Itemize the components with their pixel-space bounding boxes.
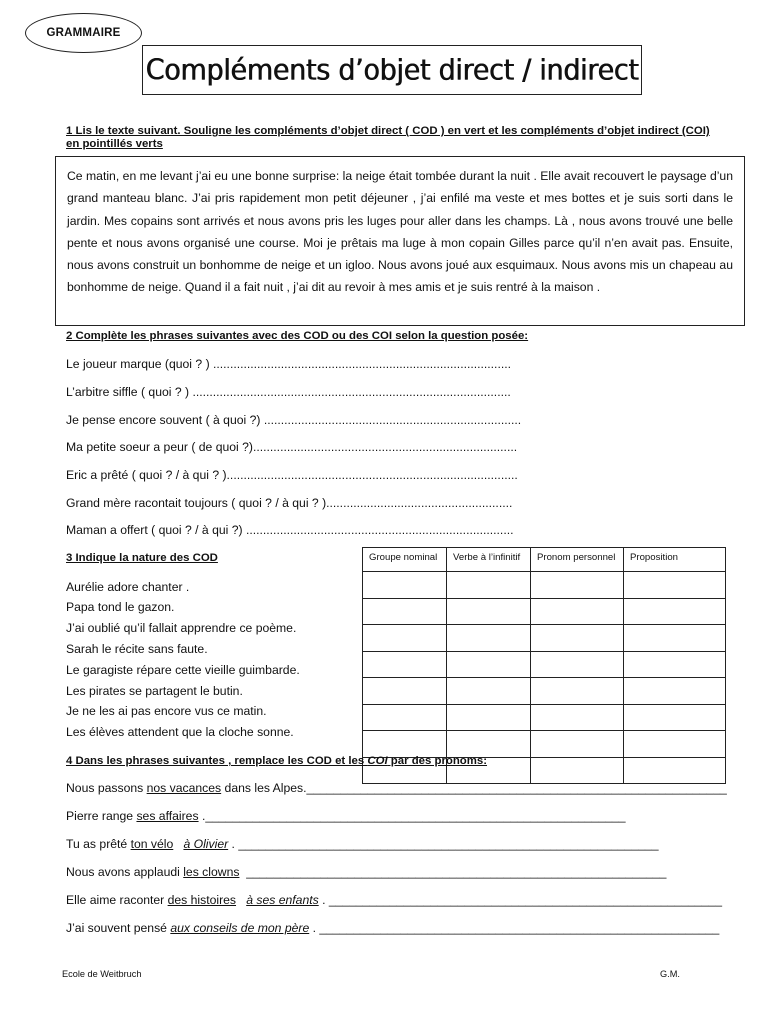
exercise-1-text-box — [55, 156, 745, 326]
item-answer-line[interactable]: . ______________________________________________________________ — [228, 837, 659, 851]
exercise-1-text: Ce matin, en me levant j’ai eu une bonne surprise: la neige était tombée durant la nuit . Elle avait recouvert le paysage d’un grand manteau blanc. J’ai pris rapidement mon petit déjeuner , j’ai enfilé ma veste et mes bottes et je suis sorti dans le jardin. Mes copains sont arrivés et nous avons pris les luges pour aller dans les champs. Là , nous avons trouvé une belle pente et nous avons organisé une course. Moi je prêtais ma luge à mon copain Gilles parce qu’il n’en avait pas. Ensuite, nous avons construit un bonhomme de neige et un igloo. Nous avons joué aux esquimaux. Nous avons mis un chapeau au bonhomme de neige. Quand il a fait nuit , j’ai dit au revoir à mes amis et je suis rentré à la maison . — [67, 169, 733, 295]
table-cell[interactable] — [447, 572, 531, 599]
table-row — [363, 625, 726, 652]
exercise-1-instruction — [66, 125, 726, 151]
table-row — [363, 731, 726, 758]
column-header: Proposition — [624, 548, 726, 572]
table-cell[interactable] — [531, 598, 624, 625]
exercise-4-item[interactable] — [66, 921, 719, 935]
exercise-3-sentence: Les élèves attendent que la cloche sonne. — [66, 725, 294, 739]
exercise-2-line[interactable]: Eric a prêté ( quoi ? / à qui ? )...................................................................................... — [66, 468, 518, 482]
item-spacer — [173, 837, 183, 851]
exercise-3-sentence: Le garagiste répare cette vieille guimbarde. — [66, 663, 300, 677]
instruction-part: par des pronoms: — [387, 755, 488, 767]
table-cell[interactable] — [531, 625, 624, 652]
table-cell[interactable] — [447, 625, 531, 652]
item-text: Elle aime raconter — [66, 893, 168, 907]
table-cell[interactable] — [447, 678, 531, 705]
exercise-3-sentence: Aurélie adore chanter . — [66, 580, 190, 594]
item-spacer — [236, 893, 246, 907]
exercise-2-line[interactable]: Grand mère racontait toujours ( quoi ? / à qui ? )....................................................... — [66, 496, 513, 510]
exercise-2-instruction-text: 2 Complète les phrases suivantes avec des COD ou des COI selon la question posée: — [66, 330, 529, 342]
table-row — [363, 678, 726, 705]
exercise-4-item[interactable] — [66, 865, 666, 879]
item-cod: ses affaires — [136, 809, 199, 823]
table-row — [363, 598, 726, 625]
item-answer-line[interactable]: .______________________________________________________________ — [198, 809, 626, 823]
table-cell[interactable] — [531, 651, 624, 678]
table-row — [363, 572, 726, 599]
item-coi: à ses enfants — [246, 893, 319, 907]
exercise-2-line[interactable]: Le joueur marque (quoi ? ) ........................................................................................ — [66, 357, 511, 371]
table-cell[interactable] — [363, 731, 447, 758]
footer-school: Ecole de Weitbruch — [62, 969, 142, 979]
exercise-3-sentence: J’ai oublié qu’il fallait apprendre ce poème. — [66, 621, 297, 635]
exercise-2-line[interactable]: L’arbitre siffle ( quoi ? ) .............................................................................................. — [66, 385, 511, 399]
table-cell[interactable] — [531, 572, 624, 599]
title-box — [142, 45, 642, 95]
table-cell[interactable] — [624, 625, 726, 652]
exercise-4-item[interactable] — [66, 781, 727, 795]
item-cod: ton vélo — [130, 837, 174, 851]
item-text: J’ai souvent pensé — [66, 921, 171, 935]
item-text: Nous passons — [66, 781, 147, 795]
exercise-4-instruction-text — [66, 755, 487, 767]
table-cell[interactable] — [447, 651, 531, 678]
exercise-2-line[interactable]: Maman a offert ( quoi ? / à qui ?) ............................................................................... — [66, 523, 514, 537]
instruction-coi: COI — [367, 755, 388, 767]
table-cell[interactable] — [624, 757, 726, 784]
item-answer-line[interactable]: ______________________________________________________________ — [239, 865, 667, 879]
table-cell[interactable] — [363, 678, 447, 705]
table-cell[interactable] — [531, 757, 624, 784]
table-cell[interactable] — [624, 704, 726, 731]
item-cod: les clowns — [183, 865, 240, 879]
exercise-1-instruction-text: 1 Lis le texte suivant. Souligne les compléments d’objet direct ( COD ) en vert et les compléments d’objet indirect (COI) en pointillés verts — [66, 125, 710, 150]
column-header: Verbe à l’infinitif — [447, 548, 531, 572]
column-header: Pronom personnel — [531, 548, 624, 572]
grammaire-badge: GRAMMAIRE — [25, 13, 142, 53]
table-cell[interactable] — [531, 704, 624, 731]
table-cell[interactable] — [363, 651, 447, 678]
exercise-3-sentence: Les pirates se partagent le butin. — [66, 684, 243, 698]
exercise-3-sentence: Papa tond le gazon. — [66, 600, 175, 614]
item-text: Tu as prêté — [66, 837, 131, 851]
item-coi: aux conseils de mon père — [170, 921, 310, 935]
item-answer-line[interactable]: . __________________________________________________________ — [318, 893, 722, 907]
item-answer-line[interactable]: dans les Alpes.______________________________________________________________ — [221, 781, 727, 795]
item-text: Pierre range — [66, 809, 137, 823]
exercise-4-item[interactable] — [66, 809, 626, 823]
table-row — [363, 704, 726, 731]
table-cell[interactable] — [531, 731, 624, 758]
item-coi: à Olivier — [183, 837, 229, 851]
item-answer-line[interactable]: . ___________________________________________________________ — [309, 921, 720, 935]
table-cell[interactable] — [363, 572, 447, 599]
exercise-3-instruction — [66, 552, 218, 564]
column-header: Groupe nominal — [363, 548, 447, 572]
exercise-4-item[interactable] — [66, 837, 659, 851]
table-cell[interactable] — [363, 598, 447, 625]
exercise-2-instruction — [66, 330, 528, 342]
item-text: Nous avons applaudi — [66, 865, 184, 879]
item-cod: nos vacances — [146, 781, 222, 795]
exercise-3-instruction-text: 3 Indique la nature des COD — [66, 552, 218, 564]
table-cell[interactable] — [447, 598, 531, 625]
table-cell[interactable] — [447, 704, 531, 731]
table-cell[interactable] — [624, 678, 726, 705]
exercise-2-line[interactable]: Je pense encore souvent ( à quoi ?) ............................................................................ — [66, 413, 522, 427]
cod-nature-table — [362, 547, 726, 784]
exercise-3-sentence: Sarah le récite sans faute. — [66, 642, 208, 656]
item-cod: des histoires — [167, 893, 237, 907]
exercise-4-item[interactable] — [66, 893, 722, 907]
table-cell[interactable] — [624, 651, 726, 678]
exercise-2-line[interactable]: Ma petite soeur a peur ( de quoi ?).............................................................................. — [66, 440, 518, 454]
footer-author: G.M. — [660, 969, 680, 979]
exercise-3-sentence: Je ne les ai pas encore vus ce matin. — [66, 704, 267, 718]
table-cell[interactable] — [363, 704, 447, 731]
table-cell[interactable] — [531, 678, 624, 705]
table-header-row — [363, 548, 726, 572]
table-cell[interactable] — [624, 572, 726, 599]
table-cell[interactable] — [624, 731, 726, 758]
table-cell[interactable] — [624, 598, 726, 625]
instruction-part: 4 Dans les phrases suivantes , remplace les COD et les — [66, 755, 368, 767]
page-title: Compléments d’objet direct / indirect — [145, 53, 639, 87]
table-cell[interactable] — [447, 731, 531, 758]
exercise-4-instruction — [66, 755, 487, 767]
table-row — [363, 651, 726, 678]
table-cell[interactable] — [363, 625, 447, 652]
